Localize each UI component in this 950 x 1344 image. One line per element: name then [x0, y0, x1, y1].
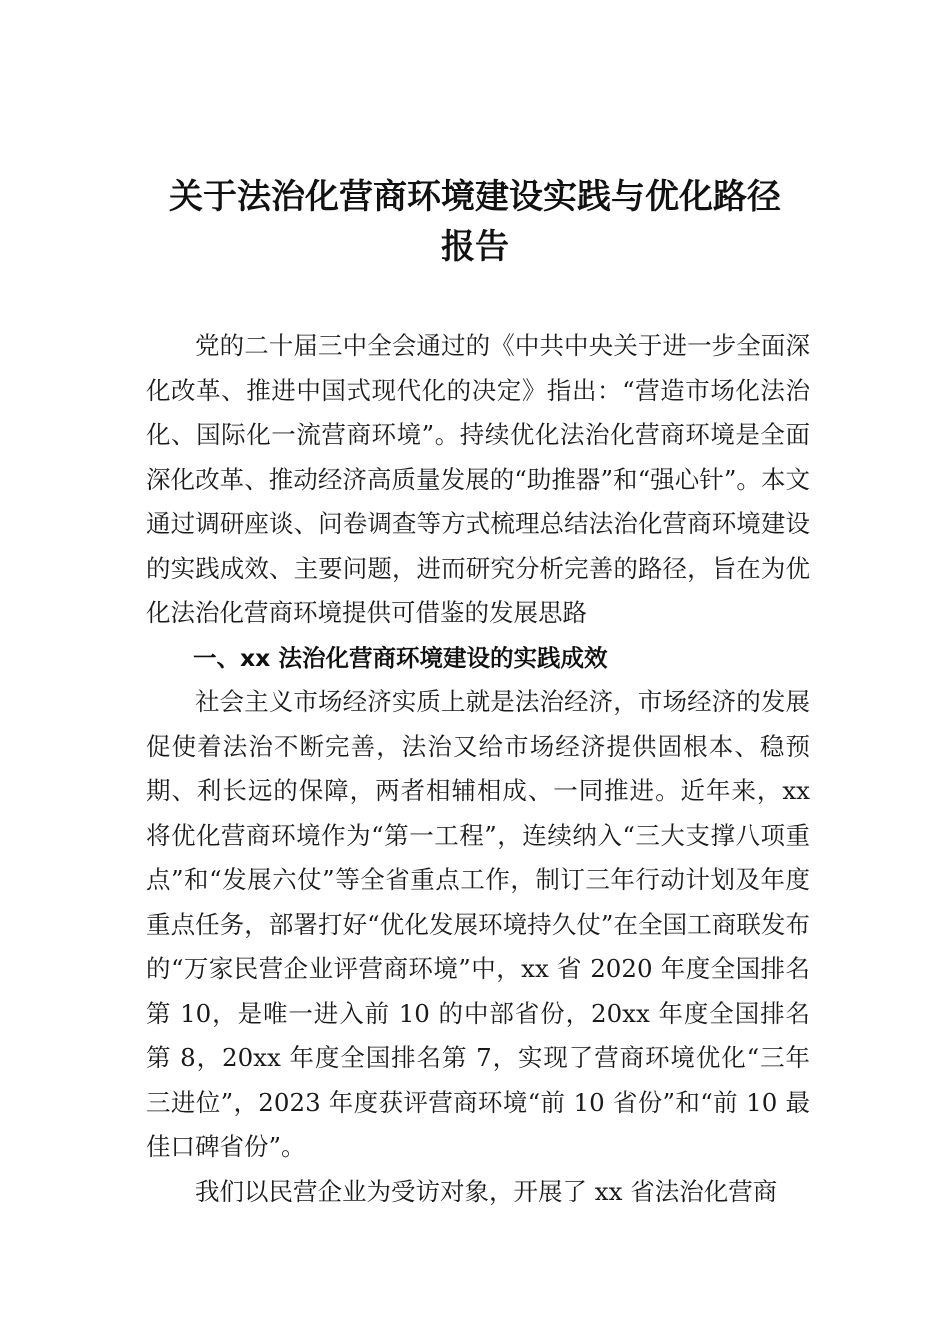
- title-line-2: 报告: [441, 227, 509, 267]
- title-line-1: 关于法治化营商环境建设实践与优化路径: [169, 177, 781, 217]
- body-paragraph: 我们以民营企业为受访对象，开展了 xx 省法治化营商: [195, 1176, 778, 1206]
- document-body: [146, 324, 810, 1214]
- intro-paragraph: 党的二十届三中全会通过的《中共中央关于进一步全面深化改革、推进中国式现代化的决定》指出：“营造市场化法治化、国际化一流营商环境”。持续优化法治化营商环境是全面深化改革、推动经济高质量发展的“助推器”和“强心针”。本文通过调研座谈、问卷调查等方式梳理总结法治化营商环境建设的实践成效、主要问题，进而研究分析完善的路径，旨在为优化法治化营商环境提供可借鉴的发展思路: [146, 331, 810, 627]
- document-title: [110, 172, 840, 272]
- section-heading: 一、xx 法治化营商环境建设的实践成效: [193, 643, 608, 672]
- body-paragraph: 社会主义市场经济实质上就是法治经济，市场经济的发展促使着法治不断完善，法治又给市场经济提供固根本、稳预期、利长远的保障，两者相辅相成、一同推进。近年来，xx 将优化营商环境作为“第一工程”，连续纳入“三大支撑八项重点”和“发展六仗”等全省重点工作，制订三年行动计划及年度重点任务，部署打好“优化发展环境持久仗”在全国工商联发布的“万家民营企业评营商环境”中，xx 省 2020 年度全国排名第 10，是唯一进入前 10 的中部省份，20xx 年度全国排名第 8，20xx 年度全国排名第 7，实现了营商环境优化“三年三进位”，2023 年度获评营商环境“前 10 省份”和“前 10 最佳口碑省份”。: [146, 687, 810, 1161]
